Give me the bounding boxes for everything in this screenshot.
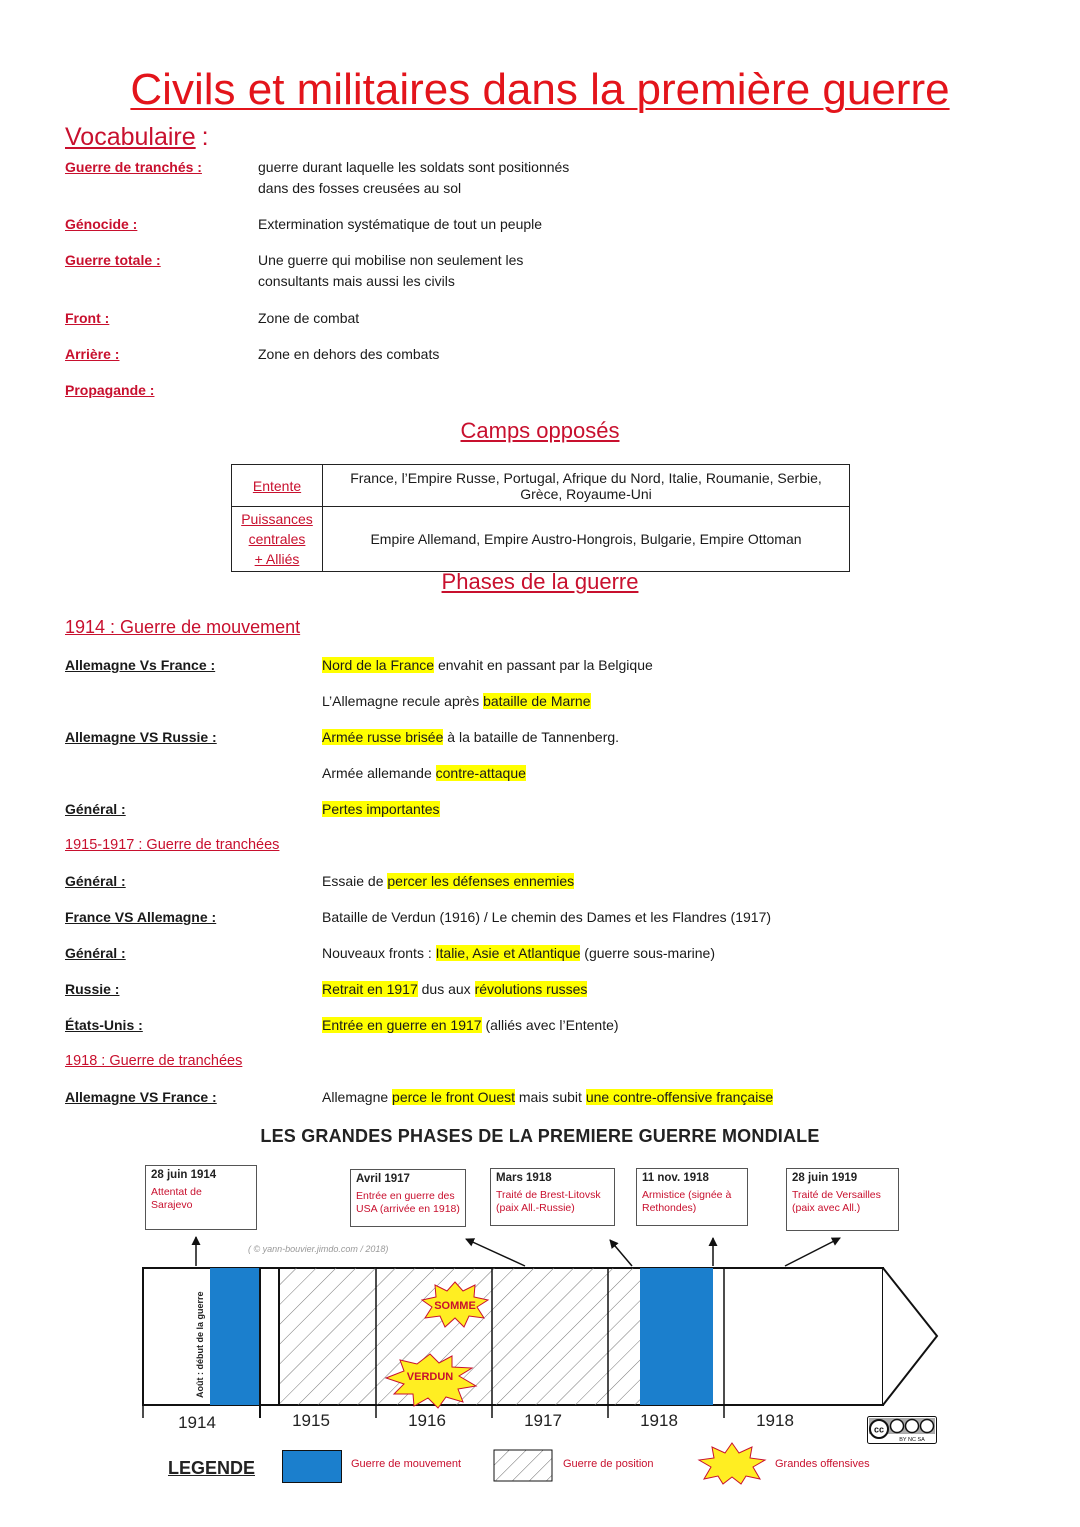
phase-text-part: à la bataille de Tannenberg. [443, 729, 620, 745]
vocab-term: Guerre de tranchés : [65, 159, 202, 175]
event-text: Rethondes) [642, 1202, 697, 1214]
phase-1918-title: 1918 : Guerre de tranchées [65, 1053, 243, 1069]
phase-label: Allemagne Vs France : [65, 657, 216, 673]
vocab-term: Front : [65, 310, 110, 326]
camps-heading: Camps opposés [460, 418, 620, 443]
event-text: Traité de Brest-Litovsk [496, 1189, 601, 1201]
phase-text-part: L’Allemagne recule après [322, 693, 484, 709]
vocab-heading-text: Vocabulaire [65, 123, 196, 151]
vocab-def-line: guerre durant laquelle les soldats sont positionnés [258, 159, 570, 175]
phase-1915-title: 1915-1917 : Guerre de tranchées [65, 837, 280, 853]
phase-1914-title: 1914 : Guerre de mouvement [65, 617, 301, 637]
vocab-heading-colon: : [201, 123, 209, 151]
credit-text: ( © yann-bouvier.jimdo.com / 2018) [248, 1244, 389, 1254]
phase-text [322, 729, 619, 745]
timeline-arrowhead [883, 1268, 937, 1405]
phase-text-part: Armée allemande [322, 765, 436, 781]
vocab-definition [258, 157, 569, 199]
highlight: Armée russe brisée [322, 729, 444, 745]
highlight: contre-attaque [435, 765, 526, 781]
phase-label: Allemagne VS Russie : [65, 729, 217, 745]
year-label: 1914 [178, 1413, 216, 1432]
event-box [786, 1168, 899, 1231]
phase-text [322, 945, 715, 961]
legend-label: Guerre de mouvement [351, 1458, 462, 1470]
centrales-label-line: Puissances [241, 511, 313, 527]
legend-heading: LEGENDE [168, 1458, 256, 1478]
phase-label: Allemagne VS France : [65, 1089, 217, 1105]
event-date: 28 juin 1914 [151, 1169, 217, 1181]
centrales-members: Empire Allemand, Empire Austro-Hongrois, Bulgarie, Empire Ottoman [323, 507, 850, 572]
phase-text [322, 981, 587, 997]
event-date: 11 nov. 1918 [642, 1172, 709, 1184]
timeline-graphic [0, 1230, 1080, 1445]
legend-swatch-position [493, 1449, 553, 1482]
highlight: Pertes importantes [322, 801, 440, 817]
year-label: 1916 [408, 1411, 446, 1430]
by-icon [891, 1420, 904, 1433]
event-text: Armistice (signée à [642, 1189, 732, 1201]
entente-members [323, 465, 850, 507]
highlight: Entrée en guerre en 1917 [322, 1017, 482, 1033]
highlight: Italie, Asie et Atlantique [435, 945, 581, 961]
offensive-label: SOMME [434, 1300, 476, 1312]
event-box [490, 1168, 615, 1226]
camps-table [231, 464, 850, 572]
event-box [636, 1168, 748, 1226]
year-label: 1915 [292, 1411, 330, 1430]
event-date: 28 juin 1919 [792, 1172, 858, 1184]
vocab-term: Guerre totale : [65, 252, 161, 268]
event-text: Sarajevo [151, 1199, 193, 1211]
vocab-def-line: Extermination systématique de tout un peuple [258, 216, 543, 232]
phase-text-part: Nouveaux fronts : [322, 945, 436, 961]
event-date: Avril 1917 [356, 1173, 410, 1185]
timeline-title: LES GRANDES PHASES DE LA PREMIERE GUERRE MONDIALE [260, 1126, 820, 1146]
movement-war-1914 [210, 1268, 260, 1405]
phase-text [322, 765, 526, 781]
event-text: Entrée en guerre des [356, 1190, 455, 1202]
vocab-def-line: Zone de combat [258, 310, 360, 326]
sa-icon [921, 1420, 934, 1433]
highlight: perce le front Ouest [392, 1089, 515, 1105]
phase-label: États-Unis : [65, 1017, 143, 1033]
event-arrow [610, 1240, 632, 1266]
phase-label: Général : [65, 801, 126, 817]
movement-war-1918 [640, 1268, 713, 1405]
phase-label: France VS Allemagne : [65, 909, 217, 925]
event-date: Mars 1918 [496, 1172, 552, 1184]
legend-swatch-mouvement [282, 1450, 342, 1483]
centrales-label-line: centrales [248, 531, 306, 547]
event-text: (paix avec All.) [792, 1202, 861, 1214]
event-arrow [466, 1239, 525, 1266]
vocab-heading [65, 122, 209, 152]
vocab-def-line: consultants mais aussi les civils [258, 273, 455, 289]
vocab-def-line: Une guerre qui mobilise non seulement les [258, 252, 524, 268]
phase-text: Bataille de Verdun (1916) / Le chemin des Dames et les Flandres (1917) [322, 909, 772, 925]
vocab-def-line: Zone en dehors des combats [258, 346, 440, 362]
phase-text-part: mais subit [515, 1089, 586, 1105]
highlight: percer les défenses ennemies [387, 873, 575, 889]
event-text: (paix All.-Russie) [496, 1202, 575, 1214]
highlight: Retrait en 1917 [322, 981, 418, 997]
phase-label: Général : [65, 873, 126, 889]
phase-text [322, 693, 591, 709]
page-title: Civils et militaires dans la première guerre [130, 65, 950, 114]
vocab-def-line: dans des fosses creusées au sol [258, 180, 462, 196]
highlight: Nord de la France [322, 657, 435, 673]
cc-symbol: cc [873, 1424, 885, 1435]
phase-label: Russie : [65, 981, 120, 997]
entente-members-line: Grèce, Royaume-Uni [520, 485, 652, 502]
phase-text [322, 1089, 773, 1105]
event-arrow [785, 1238, 840, 1266]
phase-text-part: Essaie de [322, 873, 388, 889]
year-label: 1918 [756, 1411, 794, 1430]
legend-starburst-icon [697, 1441, 767, 1485]
event-box [145, 1165, 257, 1230]
legend-label: Grandes offensives [775, 1458, 870, 1470]
vertical-note: Août : début de la guerre [195, 1291, 205, 1398]
phase-text-part: (guerre sous-marine) [580, 945, 715, 961]
phase-text-part: Allemagne [322, 1089, 393, 1105]
event-text: Traité de Versailles [792, 1189, 881, 1201]
event-text: Attentat de [151, 1186, 202, 1198]
phase-text [322, 1017, 619, 1033]
centrales-label [232, 507, 323, 572]
phase-text-part: dus aux [417, 981, 475, 997]
vocab-term: Propagande : [65, 382, 155, 398]
phase-label: Général : [65, 945, 126, 961]
centrales-label-line: + Alliés [254, 551, 300, 567]
nc-icon [906, 1420, 919, 1433]
phase-text-part: envahit en passant par la Belgique [434, 657, 653, 673]
phase-text [322, 801, 440, 817]
cc-license-icon [867, 1416, 937, 1444]
highlight: une contre-offensive française [585, 1089, 774, 1105]
entente-members-line: France, l’Empire Russe, Portugal, Afrique du Nord, Italie, Roumanie, Serbie, [350, 469, 822, 486]
phase-text [322, 657, 653, 673]
phases-heading: Phases de la guerre [441, 569, 639, 594]
phase-text-part: (alliés avec l’Entente) [481, 1017, 619, 1033]
year-label: 1917 [524, 1411, 562, 1430]
vocab-definition [258, 250, 523, 292]
offensive-label: VERDUN [406, 1371, 454, 1383]
vocab-term: Génocide : [65, 216, 138, 232]
event-text: USA (arrivée en 1918) [356, 1203, 460, 1215]
vocab-term: Arrière : [65, 346, 120, 362]
highlight: bataille de Marne [483, 693, 591, 709]
year-label: 1918 [640, 1411, 678, 1430]
highlight: révolutions russes [474, 981, 588, 997]
event-box [350, 1169, 466, 1227]
license-text: BY NC SA [899, 1437, 925, 1443]
phase-text [322, 873, 574, 889]
entente-label: Entente [232, 465, 323, 507]
legend-label: Guerre de position [563, 1458, 654, 1470]
